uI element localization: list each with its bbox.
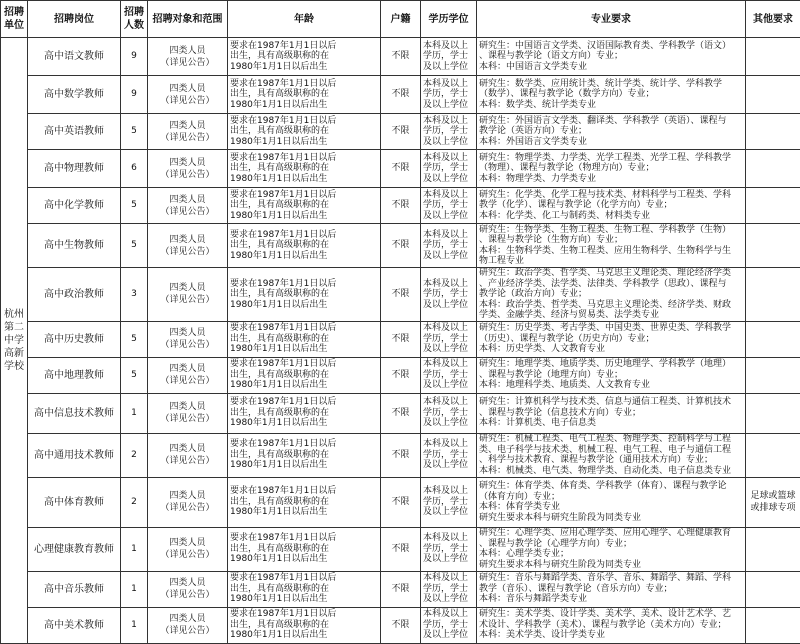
hukou-cell: 不限	[381, 393, 421, 433]
table-row	[1, 607, 800, 643]
count-cell: 1	[121, 393, 148, 433]
age-cell: 要求在1987年1月1日以后 出生，具有高级职称的在 1980年1月1日以后出生	[228, 433, 381, 477]
age-cell: 要求在1987年1月1日以后 出生，具有高级职称的在 1980年1月1日以后出生	[228, 527, 381, 571]
count-cell: 3	[121, 268, 148, 322]
major-cell: 研究生：生物学类、生物工程类、生物工程、学科教学（生物） 、课程与教学论（生物方向）专业； 本科：生物科学类、生物工程类、应用生物科学、生物科学与生 物工程专业	[477, 224, 746, 268]
hukou-cell: 不限	[381, 477, 421, 527]
major-cell: 研究生：体育学类、体育类、学科教学（体育）、课程与教学论 （体育方向）专业； 本科：体育学类专业 研究生要求本科与研究生阶段为同类专业	[477, 477, 746, 527]
major-cell: 研究生：美术学类、设计学类、美术学、美术、设计艺术学、艺 术设计、学科教学（美术）、课程与教学论（美术方向）专业； 本科：美术学类、设计学类专业	[477, 607, 746, 643]
education-cell: 本科及以上 学历，学士 及以上学位	[421, 433, 477, 477]
table-row	[1, 357, 800, 393]
other-requirement-cell	[746, 357, 800, 393]
age-cell: 要求在1987年1月1日以后 出生，具有高级职称的在 1980年1月1日以后出生	[228, 393, 381, 433]
count-cell: 2	[121, 433, 148, 477]
major-cell: 研究生：物理学类、力学类、光学工程类、光学工程、学科教学 （物理）、课程与教学论（物理方向）专业； 本科：物理学类、力学类专业	[477, 150, 746, 188]
age-cell: 要求在1987年1月1日以后 出生，具有高级职称的在 1980年1月1日以后出生	[228, 357, 381, 393]
age-cell: 要求在1987年1月1日以后 出生，具有高级职称的在 1980年1月1日以后出生	[228, 607, 381, 643]
education-cell: 本科及以上 学历，学士 及以上学位	[421, 357, 477, 393]
target-cell: 四类人员 （详见公告）	[148, 527, 228, 571]
other-requirement-cell	[746, 321, 800, 357]
table-row	[1, 188, 800, 224]
major-cell: 研究生：心理学类、应用心理学类、应用心理学、心理健康教育 、课程与教学论（心理学方向）专业； 本科：心理学类专业； 研究生要求本科与研究生阶段为同类专业	[477, 527, 746, 571]
count-cell: 1	[121, 607, 148, 643]
hukou-cell: 不限	[381, 150, 421, 188]
table-row	[1, 321, 800, 357]
count-cell: 5	[121, 114, 148, 150]
position-cell: 高中体育教师	[28, 477, 121, 527]
other-requirement-cell	[746, 527, 800, 571]
other-requirement-cell	[746, 224, 800, 268]
table-row	[1, 224, 800, 268]
major-cell: 研究生：政治学类、哲学类、马克思主义理论类、理论经济学类 、产业经济学类、法学类、法律类、学科教学（思政）、课程与 教学论（政治方向）专业； 本科：政治学类、哲学类、马克思主义理论类、经济学类、财政 学类、金融学类、经济与贸易类、法学类专业	[477, 268, 746, 322]
header-count: 招聘 人数	[121, 1, 148, 38]
count-cell: 5	[121, 188, 148, 224]
header-major: 专业要求	[477, 1, 746, 38]
major-cell: 研究生：中国语言文学类、汉语国际教育类、学科教学（语文） 、课程与教学论（语文方向）专业； 本科：中国语言文学类专业	[477, 38, 746, 76]
count-cell: 5	[121, 357, 148, 393]
education-cell: 本科及以上 学历，学士 及以上学位	[421, 321, 477, 357]
hukou-cell: 不限	[381, 188, 421, 224]
count-cell: 5	[121, 321, 148, 357]
position-cell: 心理健康教育教师	[28, 527, 121, 571]
major-cell: 研究生：外国语言文学类、翻译类、学科教学（英语）、课程与 教学论（英语方向）专业； 本科：外国语言文学类专业	[477, 114, 746, 150]
other-requirement-cell	[746, 607, 800, 643]
major-cell: 研究生：音乐与舞蹈学类、音乐学、音乐、舞蹈学、舞蹈、学科 教学（音乐）、课程与教学论（音乐方向）专业； 本科：音乐与舞蹈学类专业	[477, 571, 746, 607]
age-cell: 要求在1987年1月1日以后 出生，具有高级职称的在 1980年1月1日以后出生	[228, 38, 381, 76]
major-cell: 研究生：计算机科学与技术类、信息与通信工程类、计算机技术 、课程与教学论（信息技术方向）专业； 本科：计算机类、电子信息类	[477, 393, 746, 433]
count-cell: 2	[121, 477, 148, 527]
education-cell: 本科及以上 学历，学士 及以上学位	[421, 607, 477, 643]
position-cell: 高中历史教师	[28, 321, 121, 357]
other-requirement-cell	[746, 268, 800, 322]
header-age: 年龄	[228, 1, 381, 38]
position-cell: 高中数学教师	[28, 76, 121, 114]
education-cell: 本科及以上 学历，学士 及以上学位	[421, 224, 477, 268]
other-requirement-cell: 足球或篮球或排球专项	[746, 477, 800, 527]
table-row	[1, 571, 800, 607]
header-unit: 招聘 单位	[1, 1, 28, 38]
table-row	[1, 150, 800, 188]
header-hukou: 户籍	[381, 1, 421, 38]
hukou-cell: 不限	[381, 321, 421, 357]
age-cell: 要求在1987年1月1日以后 出生，具有高级职称的在 1980年1月1日以后出生	[228, 188, 381, 224]
other-requirement-cell	[746, 76, 800, 114]
target-cell: 四类人员 （详见公告）	[148, 357, 228, 393]
target-cell: 四类人员 （详见公告）	[148, 433, 228, 477]
major-cell: 研究生：数学类、应用统计类、统计学类、统计学、学科教学 （数学）、课程与教学论（数学方向）专业； 本科：数学类、统计学类专业	[477, 76, 746, 114]
hukou-cell: 不限	[381, 433, 421, 477]
age-cell: 要求在1987年1月1日以后 出生，具有高级职称的在 1980年1月1日以后出生	[228, 76, 381, 114]
header-target: 招聘对象和范围	[148, 1, 228, 38]
target-cell: 四类人员 （详见公告）	[148, 571, 228, 607]
age-cell: 要求在1987年1月1日以后 出生，具有高级职称的在 1980年1月1日以后出生	[228, 477, 381, 527]
table-row	[1, 527, 800, 571]
age-cell: 要求在1987年1月1日以后 出生，具有高级职称的在 1980年1月1日以后出生	[228, 150, 381, 188]
other-requirement-cell	[746, 393, 800, 433]
position-cell: 高中生物教师	[28, 224, 121, 268]
position-cell: 高中美术教师	[28, 607, 121, 643]
count-cell: 5	[121, 224, 148, 268]
position-cell: 高中英语教师	[28, 114, 121, 150]
table-row	[1, 268, 800, 322]
target-cell: 四类人员 （详见公告）	[148, 393, 228, 433]
hukou-cell: 不限	[381, 268, 421, 322]
table-row	[1, 76, 800, 114]
count-cell: 9	[121, 76, 148, 114]
other-requirement-cell	[746, 433, 800, 477]
position-cell: 高中语文教师	[28, 38, 121, 76]
education-cell: 本科及以上 学历，学士 及以上学位	[421, 527, 477, 571]
position-cell: 高中地理教师	[28, 357, 121, 393]
other-requirement-cell	[746, 114, 800, 150]
target-cell: 四类人员 （详见公告）	[148, 150, 228, 188]
hukou-cell: 不限	[381, 114, 421, 150]
position-cell: 高中通用技术教师	[28, 433, 121, 477]
target-cell: 四类人员 （详见公告）	[148, 188, 228, 224]
count-cell: 9	[121, 38, 148, 76]
header-position: 招聘岗位	[28, 1, 121, 38]
table-row	[1, 38, 800, 76]
hukou-cell: 不限	[381, 527, 421, 571]
education-cell: 本科及以上 学历，学士 及以上学位	[421, 114, 477, 150]
unit-name-cell: 杭州第二中学高新学校	[1, 38, 28, 644]
table-row	[1, 477, 800, 527]
target-cell: 四类人员 （详见公告）	[148, 76, 228, 114]
age-cell: 要求在1987年1月1日以后 出生，具有高级职称的在 1980年1月1日以后出生	[228, 268, 381, 322]
count-cell: 1	[121, 527, 148, 571]
hukou-cell: 不限	[381, 607, 421, 643]
target-cell: 四类人员 （详见公告）	[148, 607, 228, 643]
header-education: 学历学位	[421, 1, 477, 38]
target-cell: 四类人员 （详见公告）	[148, 321, 228, 357]
table-row	[1, 114, 800, 150]
other-requirement-cell	[746, 188, 800, 224]
major-cell: 研究生：地理学类、地质学类、历史地理学、学科教学（地理） 、课程与教学论（地理方向）专业； 本科：地理科学类、地质类、人文教育专业	[477, 357, 746, 393]
age-cell: 要求在1987年1月1日以后 出生，具有高级职称的在 1980年1月1日以后出生	[228, 321, 381, 357]
position-cell: 高中政治教师	[28, 268, 121, 322]
major-cell: 研究生：历史学类、考古学类、中国史类、世界史类、学科教学 （历史）、课程与教学论（历史方向）专业； 本科：历史学类、人文教育专业	[477, 321, 746, 357]
target-cell: 四类人员 （详见公告）	[148, 268, 228, 322]
hukou-cell: 不限	[381, 357, 421, 393]
education-cell: 本科及以上 学历，学士 及以上学位	[421, 571, 477, 607]
header-row	[1, 1, 800, 38]
count-cell: 1	[121, 571, 148, 607]
target-cell: 四类人员 （详见公告）	[148, 477, 228, 527]
position-cell: 高中信息技术教师	[28, 393, 121, 433]
education-cell: 本科及以上 学历，学士 及以上学位	[421, 76, 477, 114]
major-cell: 研究生：机械工程类、电气工程类、物理学类、控制科学与工程 类、电子科学与技术类、机械工程、电气工程、电子与通信工程 、科学与技术教育、课程与教学论（通用技术方向）专业； 本科：机械类、电气类、物理学类、自动化类、电子信息类专业	[477, 433, 746, 477]
education-cell: 本科及以上 学历，学士 及以上学位	[421, 393, 477, 433]
hukou-cell: 不限	[381, 571, 421, 607]
table-row	[1, 393, 800, 433]
age-cell: 要求在1987年1月1日以后 出生，具有高级职称的在 1980年1月1日以后出生	[228, 224, 381, 268]
position-cell: 高中音乐教师	[28, 571, 121, 607]
age-cell: 要求在1987年1月1日以后 出生，具有高级职称的在 1980年1月1日以后出生	[228, 571, 381, 607]
education-cell: 本科及以上 学历，学士 及以上学位	[421, 477, 477, 527]
major-cell: 研究生：化学类、化学工程与技术类、材料科学与工程类、学科 教学（化学）、课程与教学论（化学方向）专业； 本科：化学类、化工与制药类、材料类专业	[477, 188, 746, 224]
position-cell: 高中物理教师	[28, 150, 121, 188]
other-requirement-cell	[746, 150, 800, 188]
count-cell: 6	[121, 150, 148, 188]
header-other: 其他要求	[746, 1, 800, 38]
target-cell: 四类人员 （详见公告）	[148, 224, 228, 268]
education-cell: 本科及以上 学历，学士 及以上学位	[421, 268, 477, 322]
education-cell: 本科及以上 学历，学士 及以上学位	[421, 188, 477, 224]
age-cell: 要求在1987年1月1日以后 出生，具有高级职称的在 1980年1月1日以后出生	[228, 114, 381, 150]
hukou-cell: 不限	[381, 224, 421, 268]
table-row	[1, 433, 800, 477]
hukou-cell: 不限	[381, 38, 421, 76]
target-cell: 四类人员 （详见公告）	[148, 114, 228, 150]
position-cell: 高中化学教师	[28, 188, 121, 224]
hukou-cell: 不限	[381, 76, 421, 114]
other-requirement-cell	[746, 571, 800, 607]
education-cell: 本科及以上 学历，学士 及以上学位	[421, 38, 477, 76]
other-requirement-cell	[746, 38, 800, 76]
target-cell: 四类人员 （详见公告）	[148, 38, 228, 76]
education-cell: 本科及以上 学历，学士 及以上学位	[421, 150, 477, 188]
